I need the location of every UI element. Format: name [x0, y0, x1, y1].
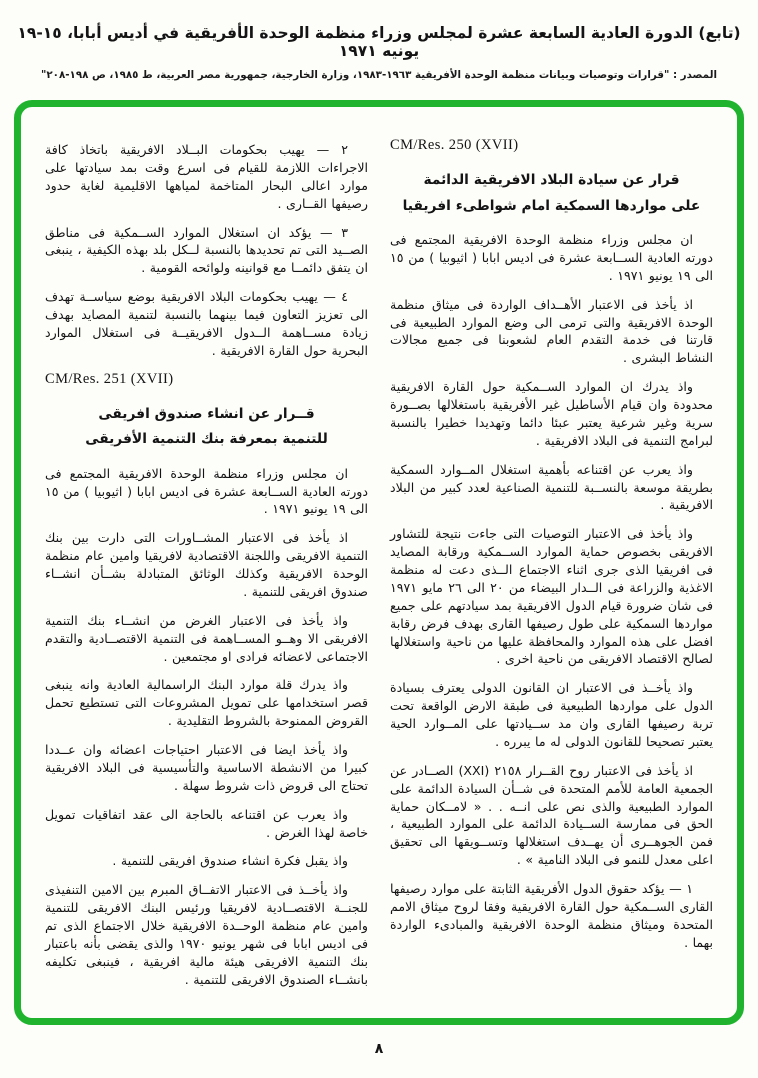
header-session-line: (تابع) الدورة العادية السابعة عشرة لمجلس وزراء منظمة الوحدة الأفريقية في أديس أبابا، ١٥-١٩ يونيه ١٩٧١: [17, 24, 741, 60]
paragraph: ٣ — يؤكد ان استغلال الموارد الســمكية فى مناطق الصــيد التى تم تحديدها بالنسبة لــكل بلد بهذه الكيفية ، ينبغى ان يتفق دائمــا مع قوانينه ولوائحه القومية .: [45, 224, 368, 276]
page-number: ٨: [374, 1041, 384, 1057]
column-left-res250-continued-res251: [45, 137, 368, 1004]
paragraph: واذ يأخذ فى الاعتبار التوصيات التى جاءت نتيجة للتشاور الافريقى بخصوص حماية الموارد الســمكية ورقابة المصايد فى افريقيا الذى جرى اثناء الاجتماع الــذى دعت له منظمة الاغذية والزراعة فى الــدار البيضاء من ٢٠ الى ٢٦ مايو ١٩٧١ فى شان ضرورة قيام الدول الافريقية بمد سيادتهم على جميع مواردها السمكية على طول رصيفها القارى بهدف فرض رقابة افضل على هذه الموارد والمحافظة عليها من ناحية واستغلالها لصالح الاقتصاد الافريقى من ناحية اخرى .: [390, 526, 713, 667]
paragraph: واذ يعرب عن اقتناعه بالحاجة الى عقد اتفاقيات تمويل خاصة لهذا الغرض .: [45, 806, 368, 840]
paragraph: ان مجلس وزراء منظمة الوحدة الافريقية المجتمع فى دورته العادية الســابعة عشرة فى اديس ابابا ( اثيوبيا ) من ١٥ الى ١٩ يونيو ١٩٧١ .: [390, 232, 713, 283]
resolution-251-title: [45, 402, 368, 453]
resolution-250-title-line2: على مواردها السمكية امام شواطىء افريقيا: [402, 197, 701, 214]
header-source-line: المصدر : "قرارات وتوصيات وبيانات منظمة الوحدة الأفريقية ١٩٦٣-١٩٨٣، وزارة الخارجية، جمهورية مصر العربية، ط ١٩٨٥، ص ١٩٨-٢٠٨": [41, 69, 717, 81]
resolution-250-code: CM/Res. 250 (XVII): [390, 137, 519, 153]
paragraph: ٤ — يهيب بحكومات البلاد الافريقية بوضع سياســة تهدف الى تعزيز التعاون فيما بينهما بالنسبة لتنمية المصايد بهدف زيادة مســاهمة الــدول الافريقيــة فى استغلال الموارد البحرية حول القارة الافريقية .: [45, 289, 368, 358]
paragraph: واذ يدرك قلة موارد البنك الراسمالية العادية وانه ينبغى قصر استخدامها على تمويل المشروعات التى تستطيع تحمل القروض الممنوحة بالشروط التقليدية .: [45, 677, 368, 729]
paragraph: اذ يأخذ فى الاعتبار المشــاورات التى دارت بين بنك التنمية الافريقى واللجنة الاقتصادية لافريقيا وامين عام منظمة الوحدة الافريقية وكذلك الوثائق المتبادلة بشــأن انشــاء صندوق افريقى للتنمية .: [45, 530, 368, 599]
column-right-res250: [390, 137, 713, 1004]
resolution-250-title-line1: قرار عن سيادة البلاد الافريقية الدائمة: [423, 172, 680, 188]
paragraph: واذ يأخــذ فى الاعتبار ان القانون الدولى يعترف بسيادة الدول على مواردها الطبيعية فى طبقة الارض الواقعة تحت تربة رصيفها القارى وان مد ســيادتها على المــوارد الحية يعتبر تصحيحا للقانون الدولى له ما يبرره .: [390, 680, 713, 749]
paragraph: اذ يأخذ فى الاعتبار الأهــداف الواردة فى ميثاق منظمة الوحدة الافريقية والتى ترمى الى وضع الموارد الطبيعية فى قارتنا فى خدمة التقدم العام لشعوبنا فى جميع مجالات النشاط البشرى .: [390, 296, 713, 366]
paragraph: واذ يأخذ فى الاعتبار الغرض من انشــاء بنك التنمية الافريقى الا وهــو المســاهمة فى التنمية الاقتصــادية والتقدم الاجتماعى لاعضائه فرادى او مجتمعين .: [45, 612, 368, 664]
green-frame: [14, 100, 744, 1025]
resolution-251-title-line2: للتنمية بمعرفة بنك التنمية الأفريقى: [85, 431, 328, 448]
paragraph: واذ يعرب عن اقتناعه بأهمية استغلال المــوارد السمكية بطريقة موسعة بالنســبة للتنمية الصناعية لعدد كبير من البلاد الافريقية .: [390, 461, 713, 513]
paragraph: واذ يدرك ان الموارد الســمكية حول القارة الافريقية محدودة وان قيام الأساطيل غير الأفريقية باستغلالها بصــورة سرية وغير شرعية يعتبر عبئا دائما وتهديدا خطيرا بالنسبة لبرامج التنمية فى البلاد الافريقية .: [390, 379, 713, 448]
paragraph: ان مجلس وزراء منظمة الوحدة الافريقية المجتمع فى دورته العادية الســابعة عشرة فى اديس ابابا ( اثيوبيا ) من ١٥ الى ١٩ يونيو ١٩٧١ .: [45, 465, 368, 517]
two-column-layout: [45, 137, 713, 1004]
resolution-251-code: CM/Res. 251 (XVII): [45, 370, 174, 387]
paragraph: واذ يأخذ ايضا فى الاعتبار احتياجات اعضائه وان عــددا كبيرا من الانشطة الاساسية والتأسيسية فى البلاد الافريقية تحتاج الى قروض ذات شروط سهلة .: [45, 742, 368, 793]
resolution-250-title: [390, 168, 713, 219]
paragraph: واذ يقبل فكرة انشاء صندوق افريقى للتنمية .: [112, 853, 348, 869]
paragraph: ٢ — يهيب بحكومات البــلاد الافريقية باتخاذ كافة الاجراءات اللازمة للقيام فى اسرع وقت بمد سيادتها على موارد اعالى البحار المتاخمة لمياهها الاقليمية لغاية حدود رصيفها القــارى .: [45, 142, 368, 211]
resolution-251-title-line1: قــرار عن انشاء صندوق افريقى: [98, 405, 315, 422]
paragraph: واذ يأخــذ فى الاعتبار الاتفــاق المبرم بين الامين التنفيذى للجنــة الاقتصــادية لافريقيا ورئيس البنك الافريقى للتنمية وامين عام منظمة الوحــدة الافريقية خلال الاجتماع الذى تم فى اديس ابابا فى شهر يونيو ١٩٧٠ والذى يقضى بأنه باعتبار بنك التنمية الافريقى هيئة مالية افريقية ، فينبغى تكليفه بانشــاء الصندوق الافريقى للتنمية .: [45, 882, 368, 987]
paragraph: اذ يأخذ فى الاعتبار روح القــرار ٢١٥٨ (XXI) الصــادر عن الجمعية العامة للأمم المتحدة فى شــأن السيادة الدائمة على الموارد الطبيعية والذى نص على انــه . . « لامــكان حماية الحق فى ممارسة الســيادة الدائمة على الموارد الطبيعية ، فمن الجوهــرى أن يهــدف استغلالها وتســويقها الى تحقيق اعلى معدل للنمو فى البلاد النامية » .: [390, 762, 713, 868]
page-header: [0, 0, 758, 81]
paragraph: ١ — يؤكد حقوق الدول الأفريقية الثابتة على موارد رصيفها القارى الســمكية حول القارة الافريقية وفقا لروح ميثاق الامم المتحدة وميثاق منظمة الوحدة الافريقية والمبادىء الواردة بهما .: [390, 881, 713, 950]
